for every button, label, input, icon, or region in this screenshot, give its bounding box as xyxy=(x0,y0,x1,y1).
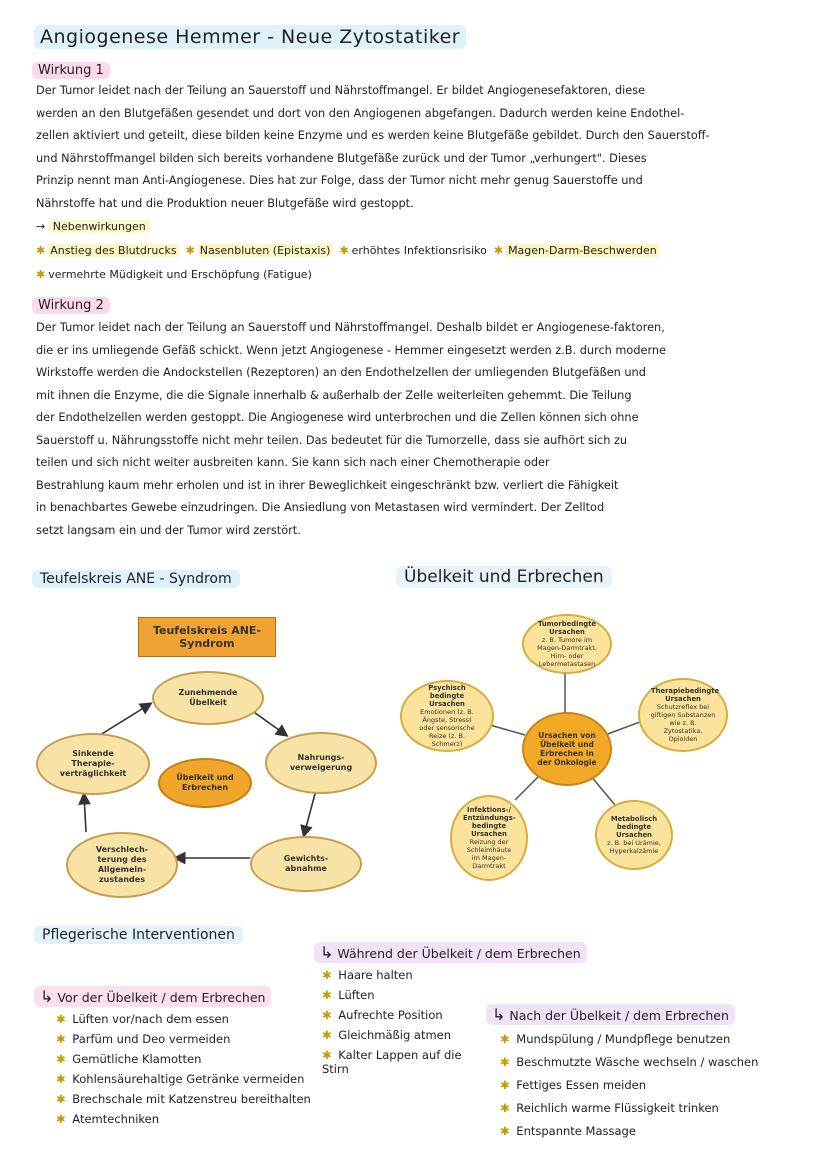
list-item-text: Aufrechte Position xyxy=(338,1008,443,1022)
node-label: Gewichts-abnahme xyxy=(283,854,329,873)
text-line: die er ins umliegende Gefäß schickt. Wenn jetzt Angiogenese - Hemmer eingesetzt werden z.B. durch moderne xyxy=(36,343,667,357)
list-item-text: Gemütliche Klamotten xyxy=(72,1052,202,1066)
list-item-text: Haare halten xyxy=(338,968,413,982)
star-icon: ✱ xyxy=(36,244,46,257)
cycle-arrow xyxy=(100,704,150,735)
star-icon: ✱ xyxy=(56,1012,66,1026)
uebelkeit-label: Übelkeit und Erbrechen xyxy=(396,566,612,588)
vor-list xyxy=(56,1012,311,1132)
list-item-text: Entspannte Massage xyxy=(516,1124,636,1138)
bubble-title: Tumorbedingte Ursachen xyxy=(537,620,597,636)
vor-heading xyxy=(34,986,271,1007)
teufelskreis-box-title: Teufelskreis ANE-Syndrom xyxy=(138,617,276,657)
star-icon: ✱ xyxy=(500,1124,510,1138)
list-item xyxy=(500,1101,758,1115)
nebenwirkungen-label: Nebenwirkungen xyxy=(49,220,150,233)
list-item xyxy=(500,1124,758,1138)
star-icon: ✱ xyxy=(56,1112,66,1126)
text-line: der Endothelzellen werden gestoppt. Die Angiogenese wird unterbrochen und die Zellen können sich ohne xyxy=(36,411,639,424)
node-center-uebelkeit xyxy=(158,758,252,808)
text-line: Bestrahlung kaum mehr erholen und ist in ihrer Beweglichkeit eingeschränkt bzw. verliert die Fähigkeit xyxy=(36,478,619,492)
node-label: Zunehmende Übelkeit xyxy=(178,688,238,707)
side-effect-item: Nasenbluten (Epistaxis) xyxy=(199,244,331,257)
node-label: Verschlech-terung des Allgemein-zustandes xyxy=(95,845,149,884)
bubble-tumorbedingt xyxy=(522,614,612,674)
star-icon: ✱ xyxy=(56,1072,66,1086)
star-icon: ✱ xyxy=(322,1028,332,1042)
bubble-text: Schutzreflex bei giftigen Substanzen wie z. B. Zytostatika, Opioiden xyxy=(650,703,716,743)
list-item xyxy=(56,1092,311,1106)
side-effect-item: erhöhtes Infektionsrisiko xyxy=(351,244,487,257)
nach-heading-text: Nach der Übelkeit / dem Erbrechen xyxy=(509,1008,729,1023)
bubble-psychisch xyxy=(400,680,494,752)
star-icon: ✱ xyxy=(56,1032,66,1046)
vor-heading-text: Vor der Übelkeit / dem Erbrechen xyxy=(57,990,266,1005)
bubble-text: z. B. Tumore im Magen-Darmtrakt, Hirn- oder Lebermetastasen xyxy=(537,636,597,668)
list-item xyxy=(500,1078,758,1092)
side-effect-item: Magen-Darm-Beschwerden xyxy=(508,244,657,257)
page-title: Angiogenese Hemmer - Neue Zytostatiker xyxy=(34,25,466,49)
text-line: Prinzip nennt man Anti-Angiogenese. Dies hat zur Folge, dass der Tumor nicht mehr genug Sauerstoffe und xyxy=(36,174,643,187)
list-item-text: Kalter Lappen auf die Stirn xyxy=(322,1048,462,1076)
cycle-arrow xyxy=(304,790,316,835)
hook-arrow-icon: ↳ xyxy=(492,1005,506,1024)
star-icon: ✱ xyxy=(322,988,332,1002)
list-item-text: Mundspülung / Mundpflege benutzen xyxy=(516,1032,731,1046)
list-item xyxy=(322,988,472,1002)
list-item xyxy=(56,1012,311,1026)
text-line: werden an den Blutgefäßen gesendet und dort von den Angiogenen abgefangen. Dadurch werden keine Endothel- xyxy=(36,106,685,120)
bubble-text: z. B. bei Urämie, Hyperkalzämie xyxy=(607,839,661,855)
star-icon: ✱ xyxy=(339,244,349,257)
pflege-label: Pflegerische Interventionen xyxy=(34,926,243,944)
list-item xyxy=(322,1008,472,1022)
star-icon: ✱ xyxy=(56,1092,66,1106)
list-item-text: Brechschale mit Katzenstreu bereithalten xyxy=(72,1092,311,1106)
text-line: Wirkstoffe werden die Andockstellen (Rezeptoren) an den Endothelzellen der umliegenden Blutgefäßen und xyxy=(36,366,646,379)
bubble-center-title: Ursachen von Übelkeit und Erbrechen in der Onkologie xyxy=(537,731,597,767)
bubble-title: Metabolisch bedingte Ursachen xyxy=(610,815,658,839)
text-line: Sauerstoff u. Nährungsstoffe nicht mehr teilen. Das bedeutet für die Tumorzelle, dass sie aufhört sich zu xyxy=(36,433,628,447)
list-item xyxy=(500,1032,758,1046)
node-nahrungsverweigerung xyxy=(265,732,377,794)
list-item xyxy=(56,1072,311,1086)
side-effect-item: vermehrte Müdigkeit und Erschöpfung (Fatigue) xyxy=(48,268,312,281)
spoke-line xyxy=(515,775,540,800)
text-line: und Nährstoffmangel bilden sich bereits vorhandene Blutgefäße zurück und der Tumor „verhungert". Dieses xyxy=(36,151,647,165)
list-item xyxy=(56,1112,311,1126)
node-label: Übelkeit und Erbrechen xyxy=(176,773,234,792)
bubble-text: Reizung der Schleimhäute im Magen-Darmtrakt xyxy=(466,838,512,870)
list-item-text: Atemtechniken xyxy=(72,1112,160,1126)
star-icon: ✱ xyxy=(500,1078,510,1092)
arrow-icon: → xyxy=(36,220,46,233)
bubble-center-ursachen xyxy=(522,712,612,786)
bubble-text: Emotionen (z. B. Ängste, Stress) oder sensorische Reize (z. B. Schmerz) xyxy=(419,708,475,748)
node-sinkende-therapievertraeglichkeit xyxy=(36,733,150,795)
hook-arrow-icon: ↳ xyxy=(320,943,334,962)
bubble-title: Therapiebedingte Ursachen xyxy=(651,687,720,703)
side-effect-item: Anstieg des Blutdrucks xyxy=(50,244,177,257)
nach-heading xyxy=(486,1004,735,1025)
list-item-text: Reichlich warme Flüssigkeit trinken xyxy=(516,1101,719,1115)
node-gewichtsabnahme xyxy=(250,836,362,892)
list-item-text: Parfüm und Deo vermeiden xyxy=(72,1032,231,1046)
text-line: Nährstoffe hat und die Produktion neuer Blutgefäße wird gestoppt. xyxy=(36,196,414,210)
star-icon: ✱ xyxy=(56,1052,66,1066)
bubble-metabolisch xyxy=(595,800,673,870)
wirkung1-heading: Wirkung 1 xyxy=(32,62,110,79)
cycle-arrow xyxy=(84,795,86,832)
list-item-text: Gleichmäßig atmen xyxy=(338,1028,452,1042)
text-line: teilen und sich nicht weiter ausbreiten kann. Sie kann sich nach einer Chemotherapie oder xyxy=(36,456,550,469)
bubble-therapiebedingt xyxy=(638,678,728,752)
bubble-title: Infektions-/ Entzündungs-bedingte Ursachen xyxy=(463,806,516,838)
list-item-text: Lüften xyxy=(338,988,375,1002)
node-label: Nahrungs-verweigerung xyxy=(289,753,353,772)
star-icon: ✱ xyxy=(500,1055,510,1069)
waehrend-heading-text: Während der Übelkeit / dem Erbrechen xyxy=(337,946,581,961)
list-item-text: Fettiges Essen meiden xyxy=(516,1078,646,1092)
node-zunehmende-uebelkeit xyxy=(152,671,264,725)
list-item xyxy=(56,1032,311,1046)
wirkung2-heading: Wirkung 2 xyxy=(32,297,110,314)
star-icon: ✱ xyxy=(493,244,504,257)
list-item xyxy=(322,968,472,982)
spoke-line xyxy=(490,725,525,735)
list-item-text: Kohlensäurehaltige Getränke vermeiden xyxy=(72,1072,305,1086)
bubble-title: Psychisch bedingte Ursachen xyxy=(428,684,466,708)
star-icon: ✱ xyxy=(322,1008,332,1022)
text-line: Der Tumor leidet nach der Teilung an Sauerstoff und Nährstoffmangel. Deshalb bildet er Angiogenese-faktoren, xyxy=(36,321,665,334)
list-item xyxy=(322,1048,472,1076)
star-icon: ✱ xyxy=(322,1048,332,1062)
text-line: zellen aktiviert und geteilt, diese bilden keine Enzyme und es werden keine Blutgefäße gebildet. Durch den Sauerstoff- xyxy=(36,129,710,142)
list-item xyxy=(322,1028,472,1042)
list-item-text: Beschmutzte Wäsche wechseln / waschen xyxy=(516,1055,759,1069)
nach-list xyxy=(500,1032,758,1147)
list-item xyxy=(500,1055,758,1069)
text-line: Der Tumor leidet nach der Teilung an Sauerstoff und Nährstoffmangel. Er bildet Angiogenesefaktoren, diese xyxy=(36,84,646,97)
star-icon: ✱ xyxy=(322,968,332,982)
waehrend-heading xyxy=(314,942,587,963)
node-verschlechterung xyxy=(66,832,178,898)
star-icon: ✱ xyxy=(500,1032,510,1046)
hook-arrow-icon: ↳ xyxy=(40,987,54,1006)
star-icon: ✱ xyxy=(36,268,46,281)
text-line: mit ihnen die Enzyme, die die Signale innerhalb & außerhalb der Zelle weiterleiten gehemmt. Die Teilung xyxy=(36,388,632,402)
text-line: in benachbartes Gewebe einzudringen. Die Ansiedlung von Metastasen wird vermindert. Der Zelltod xyxy=(36,501,605,514)
spoke-line xyxy=(590,775,615,805)
waehrend-list xyxy=(322,968,472,1082)
list-item xyxy=(56,1052,311,1066)
list-item-text: Lüften vor/nach dem essen xyxy=(72,1012,229,1026)
spoke-line xyxy=(605,722,640,735)
teufelskreis-label: Teufelskreis ANE - Syndrom xyxy=(32,570,240,588)
bubble-infektion xyxy=(450,795,528,881)
text-line: setzt langsam ein und der Tumor wird zerstört. xyxy=(36,523,301,537)
node-label: Sinkende Therapie-verträglichkeit xyxy=(59,749,127,778)
star-icon: ✱ xyxy=(500,1101,510,1115)
star-icon: ✱ xyxy=(185,244,195,257)
